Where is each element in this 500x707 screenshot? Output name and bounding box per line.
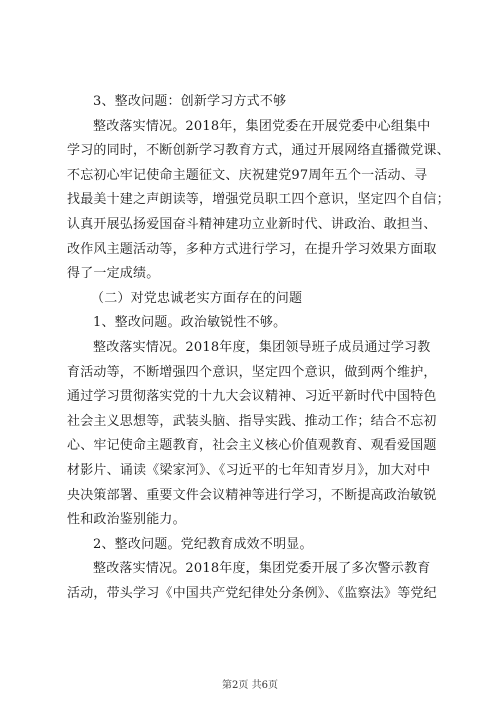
issue-heading-2: 2、整改问题。党纪教育成效不明显。 [93,536,313,552]
paragraph-line: 通过学习贯彻落实党的十九大会议精神、习近平新时代中国特色 [67,389,437,405]
issue-heading-1: 1、整改问题。政治敏锐性不够。 [93,315,287,331]
paragraph-line: 心、牢记使命主题教育，社会主义核心价值观教育、观看爱国题 [67,438,437,454]
paragraph-line: 性和政治鉴别能力。 [67,512,186,528]
paragraph-line: 活动，带头学习《中国共产党纪律处分条例》、《监察法》等党纪 [67,585,437,601]
paragraph-line: 整改落实情况。2018年，集团党委在开展党委中心组集中 [93,118,431,134]
issue-heading-3: 3、整改问题：创新学习方式不够 [93,94,287,109]
paragraph-line: 不忘初心牢记使命主题征文、庆祝建党97周年五个一活动、寻 [67,167,428,183]
paragraph-line: 整改落实情况。2018年度，集团党委开展了多次警示教育 [93,561,431,577]
paragraph-line: 找最美十建之声朗读等，增强党员职工四个意识，坚定四个自信； [67,192,450,208]
paragraph-line: 育活动等，不断增强四个意识，坚定四个意识，做到两个维护， [67,364,437,380]
paragraph-line: 得了一定成绩。 [67,266,160,282]
paragraph-line: 材影片、诵读《梁家河》、《习近平的七年知青岁月》，加大对中 [67,462,431,478]
paragraph-line: 央决策部署、重要文件会议精神等进行学习，不断提高政治敏锐 [67,487,437,503]
section-heading-2: （二）对党忠诚老实方面存在的问题 [91,290,303,306]
paragraph-line: 社会主义思想等，武装头脑、指导实践、推动工作；结合不忘初 [67,413,437,429]
paragraph-line: 学习的同时，不断创新学习教育方式，通过开展网络直播微党课、 [67,143,450,159]
paragraph-line: 整改落实情况。2018年度，集团领导班子成员通过学习教 [93,339,431,355]
paragraph-line: 改作风主题活动等，多种方式进行学习，在提升学习效果方面取 [67,241,437,257]
paragraph-line: 认真开展弘扬爱国奋斗精神建功立业新时代、讲政治、敢担当、 [67,216,437,232]
rectification-paragraph-2 [67,336,435,533]
document-body [67,90,450,606]
rectification-paragraph-3 [67,557,435,606]
rectification-paragraph-1 [67,115,450,287]
page-number: 第2页 共6页 [222,680,278,691]
